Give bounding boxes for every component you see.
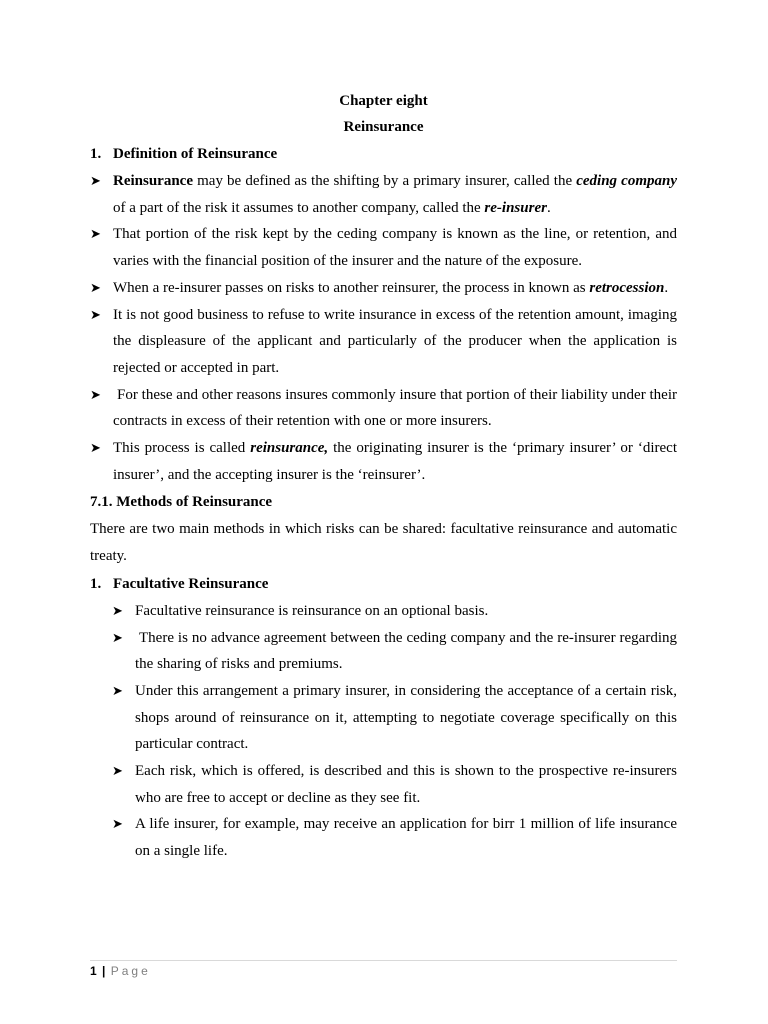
section-title: Facultative Reinsurance: [113, 575, 269, 592]
list-item: ➤ It is not good business to refuse to write insurance in excess of the retention amount, imaging the displeasure of the applicant and particularly of the producer when the application is rejected or accepted in part.: [90, 302, 677, 382]
arrow-bullet-icon: ➤: [90, 226, 101, 242]
list-item: ➤ For these and other reasons insures commonly insure that portion of their liability under their contracts in excess of their retention with one or more insurers.: [90, 382, 677, 435]
section-number: 1.: [90, 575, 102, 592]
term-reinsurance: reinsurance,: [250, 440, 329, 457]
arrow-bullet-icon: ➤: [90, 440, 101, 456]
arrow-bullet-icon: ➤: [112, 816, 123, 832]
list-item: ➤ This process is called reinsurance, the originating insurer is the ‘primary insurer’ or ‘direct insurer’, and the accepting insurer is the ‘reinsurer’.: [90, 435, 677, 488]
arrow-bullet-icon: ➤: [90, 173, 101, 188]
list-item: ➤ When a re-insurer passes on risks to another reinsurer, the process in known as retrocession.: [90, 275, 677, 302]
methods-intro-paragraph: There are two main methods in which risks can be shared: facultative reinsurance and automatic treaty.: [90, 521, 677, 565]
list-item: ➤ Each risk, which is offered, is described and this is shown to the prospective re-insurers who are free to accept or decline as they see fit.: [112, 758, 677, 811]
arrow-bullet-icon: ➤: [112, 682, 123, 698]
arrow-bullet-icon: ➤: [90, 306, 101, 322]
list-item: ➤ That portion of the risk kept by the ceding company is known as the line, or retention, and varies with the financial position of the insurer and the nature of the exposure.: [90, 221, 677, 274]
arrow-bullet-icon: ➤: [112, 763, 123, 779]
term-re-insurer: re-insurer: [484, 199, 547, 216]
footer-separator: |: [102, 964, 106, 978]
chapter-title: Chapter eight: [339, 93, 428, 109]
document-page: [90, 88, 677, 865]
list-item: ➤ A life insurer, for example, may receive an application for birr 1 million of life insurance on a single life.: [112, 811, 677, 864]
bold-lead: Reinsurance: [113, 173, 193, 189]
arrow-bullet-icon: ➤: [90, 279, 101, 295]
page-number: 1: [90, 964, 97, 978]
term-ceding-company: ceding company: [576, 173, 677, 189]
arrow-bullet-icon: ➤: [90, 386, 101, 402]
section-title: Definition of Reinsurance: [113, 146, 278, 162]
arrow-bullet-icon: ➤: [112, 629, 123, 645]
section-heading-methods: [90, 489, 677, 515]
list-item: ➤ Reinsurance may be defined as the shifting by a primary insurer, called the ceding company of a part of the risk it assumes to another company, called the re-insurer.: [90, 168, 677, 221]
section-number: 1.: [90, 146, 102, 162]
subject-title: Reinsurance: [343, 119, 424, 135]
list-item: ➤ Under this arrangement a primary insurer, in considering the acceptance of a certain risk, shops around of reinsurance on it, attempting to negotiate coverage specifically on this particular contract.: [112, 678, 677, 758]
list-item: ➤ There is no advance agreement between the ceding company and the re-insurer regarding the sharing of risks and premiums.: [112, 625, 677, 678]
term-retrocession: retrocession: [589, 279, 665, 296]
section-title: 7.1. Methods of Reinsurance: [90, 494, 273, 511]
section-heading-definition: [90, 141, 677, 167]
page-footer: [90, 960, 677, 978]
section-heading-facultative: [90, 571, 677, 597]
page-label: Page: [110, 964, 151, 978]
arrow-bullet-icon: ➤: [112, 602, 123, 618]
list-item: ➤ Facultative reinsurance is reinsurance on an optional basis.: [112, 598, 677, 625]
